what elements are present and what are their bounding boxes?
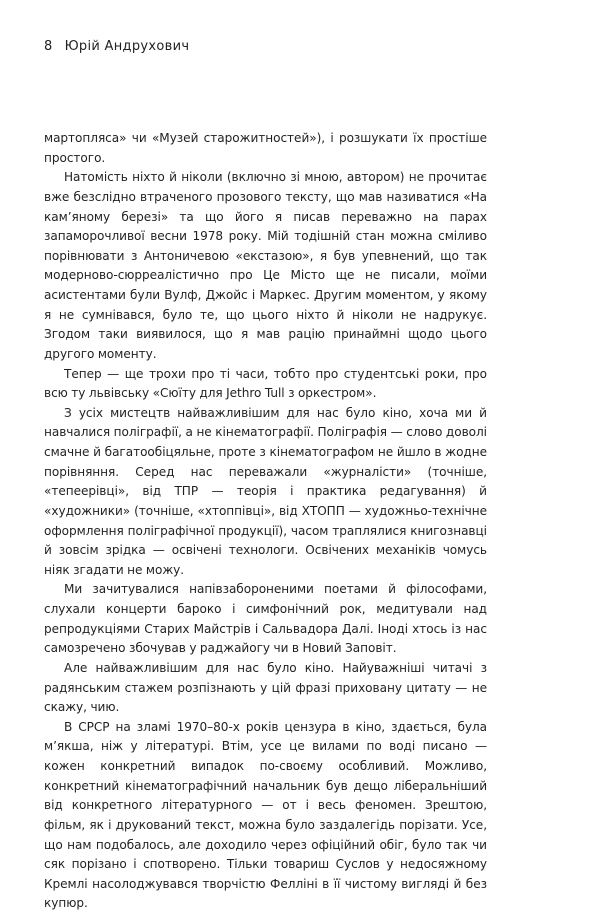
body-text	[44, 129, 487, 914]
page-number: 8	[44, 39, 53, 54]
paragraph: мартопляса» чи «Музей старожитностей»), і розшукати їх простіше простого.	[44, 131, 487, 165]
paragraph: Ми зачитувалися напівзабороненими поетами й філософами, слухали концерти бароко і симфонічний рок, медитували над репродукціями Старих Майстрів і Сальвадора Далі. Іноді хтось із нас самозречено збочував у раджайогу чи в Новий Заповіт.	[44, 582, 487, 656]
author-name: Юрій Андрухович	[64, 39, 190, 54]
running-head	[44, 39, 189, 54]
paragraph: Натомість ніхто й ніколи (включно зі мною, автором) не прочитає вже безслідно втраченого прозового тексту, що мав називатися «На кам’яному березі» та що його я писав переважно на парах запаморочливої весни 1978 року. Мій тодішній стан можна сміливо порівнювати з Антоничевою «екстазою», я був упевнений, що так модерново-сюрреалістично про Це Місто ще не писали, моїми асистентами були Вулф, Джойс і Маркес. Другим моментом, у якому я не сумнівався, було те, що цього ніхто й ніколи не надрукує. Згодом таки виявилося, що я мав рацію принаймні щодо цього другого моменту.	[44, 170, 487, 361]
paragraph: Але найважливішим для нас було кіно. Найуважніші читачі з радянським стажем розпізнають у цій фразі приховану цитату — не скажу, чию.	[44, 660, 487, 715]
paragraph: В СРСР на зламі 1970–80-х років цензура в кіно, здається, була м’якша, ніж у літературі. Втім, усе це вилами по воді писано — кожен конкретний випадок по-своєму особливий. Можливо, конкретний кінематографічний начальник був дещо ліберальніший від конкретного літературного — от і весь феномен. Зрештою, фільм, як і друкований текст, можна було заздалегідь порізати. Усе, що нам подобалось, але доходило через офіційний обіг, було так чи сяк порізано і спотворено. Тільки товариш Суслов у недосяжному Кремлі насолоджувався творчістю Фелліні в її чистому вигляді й без купюр.	[44, 719, 487, 911]
paragraph: З усіх мистецтв найважливішим для нас було кіно, хоча ми й навчалися поліграфії, а не кінематографії. Поліграфія — слово доволі смачне й багатообіцяльне, проте з кінематографом не йшло в жодне порівняння. Серед нас переважали «журналісти» (точніше, «тепеерівці», від ТПР — теорія і практика редагування) й «художники» (точніше, «хтоппівці», від ХТОПП — художньо-технічне оформлення поліграфічної продукції), часом траплялися книгознавці й зовсім зрідка — освічені технологи. Освічених механіків чомусь ніяк згадати не можу.	[44, 405, 487, 577]
paragraph: Тепер — ще трохи про ті часи, тобто про студентські роки, про всю ту львівську «Сюїту для Jethro Tull з оркестром».	[44, 366, 487, 401]
